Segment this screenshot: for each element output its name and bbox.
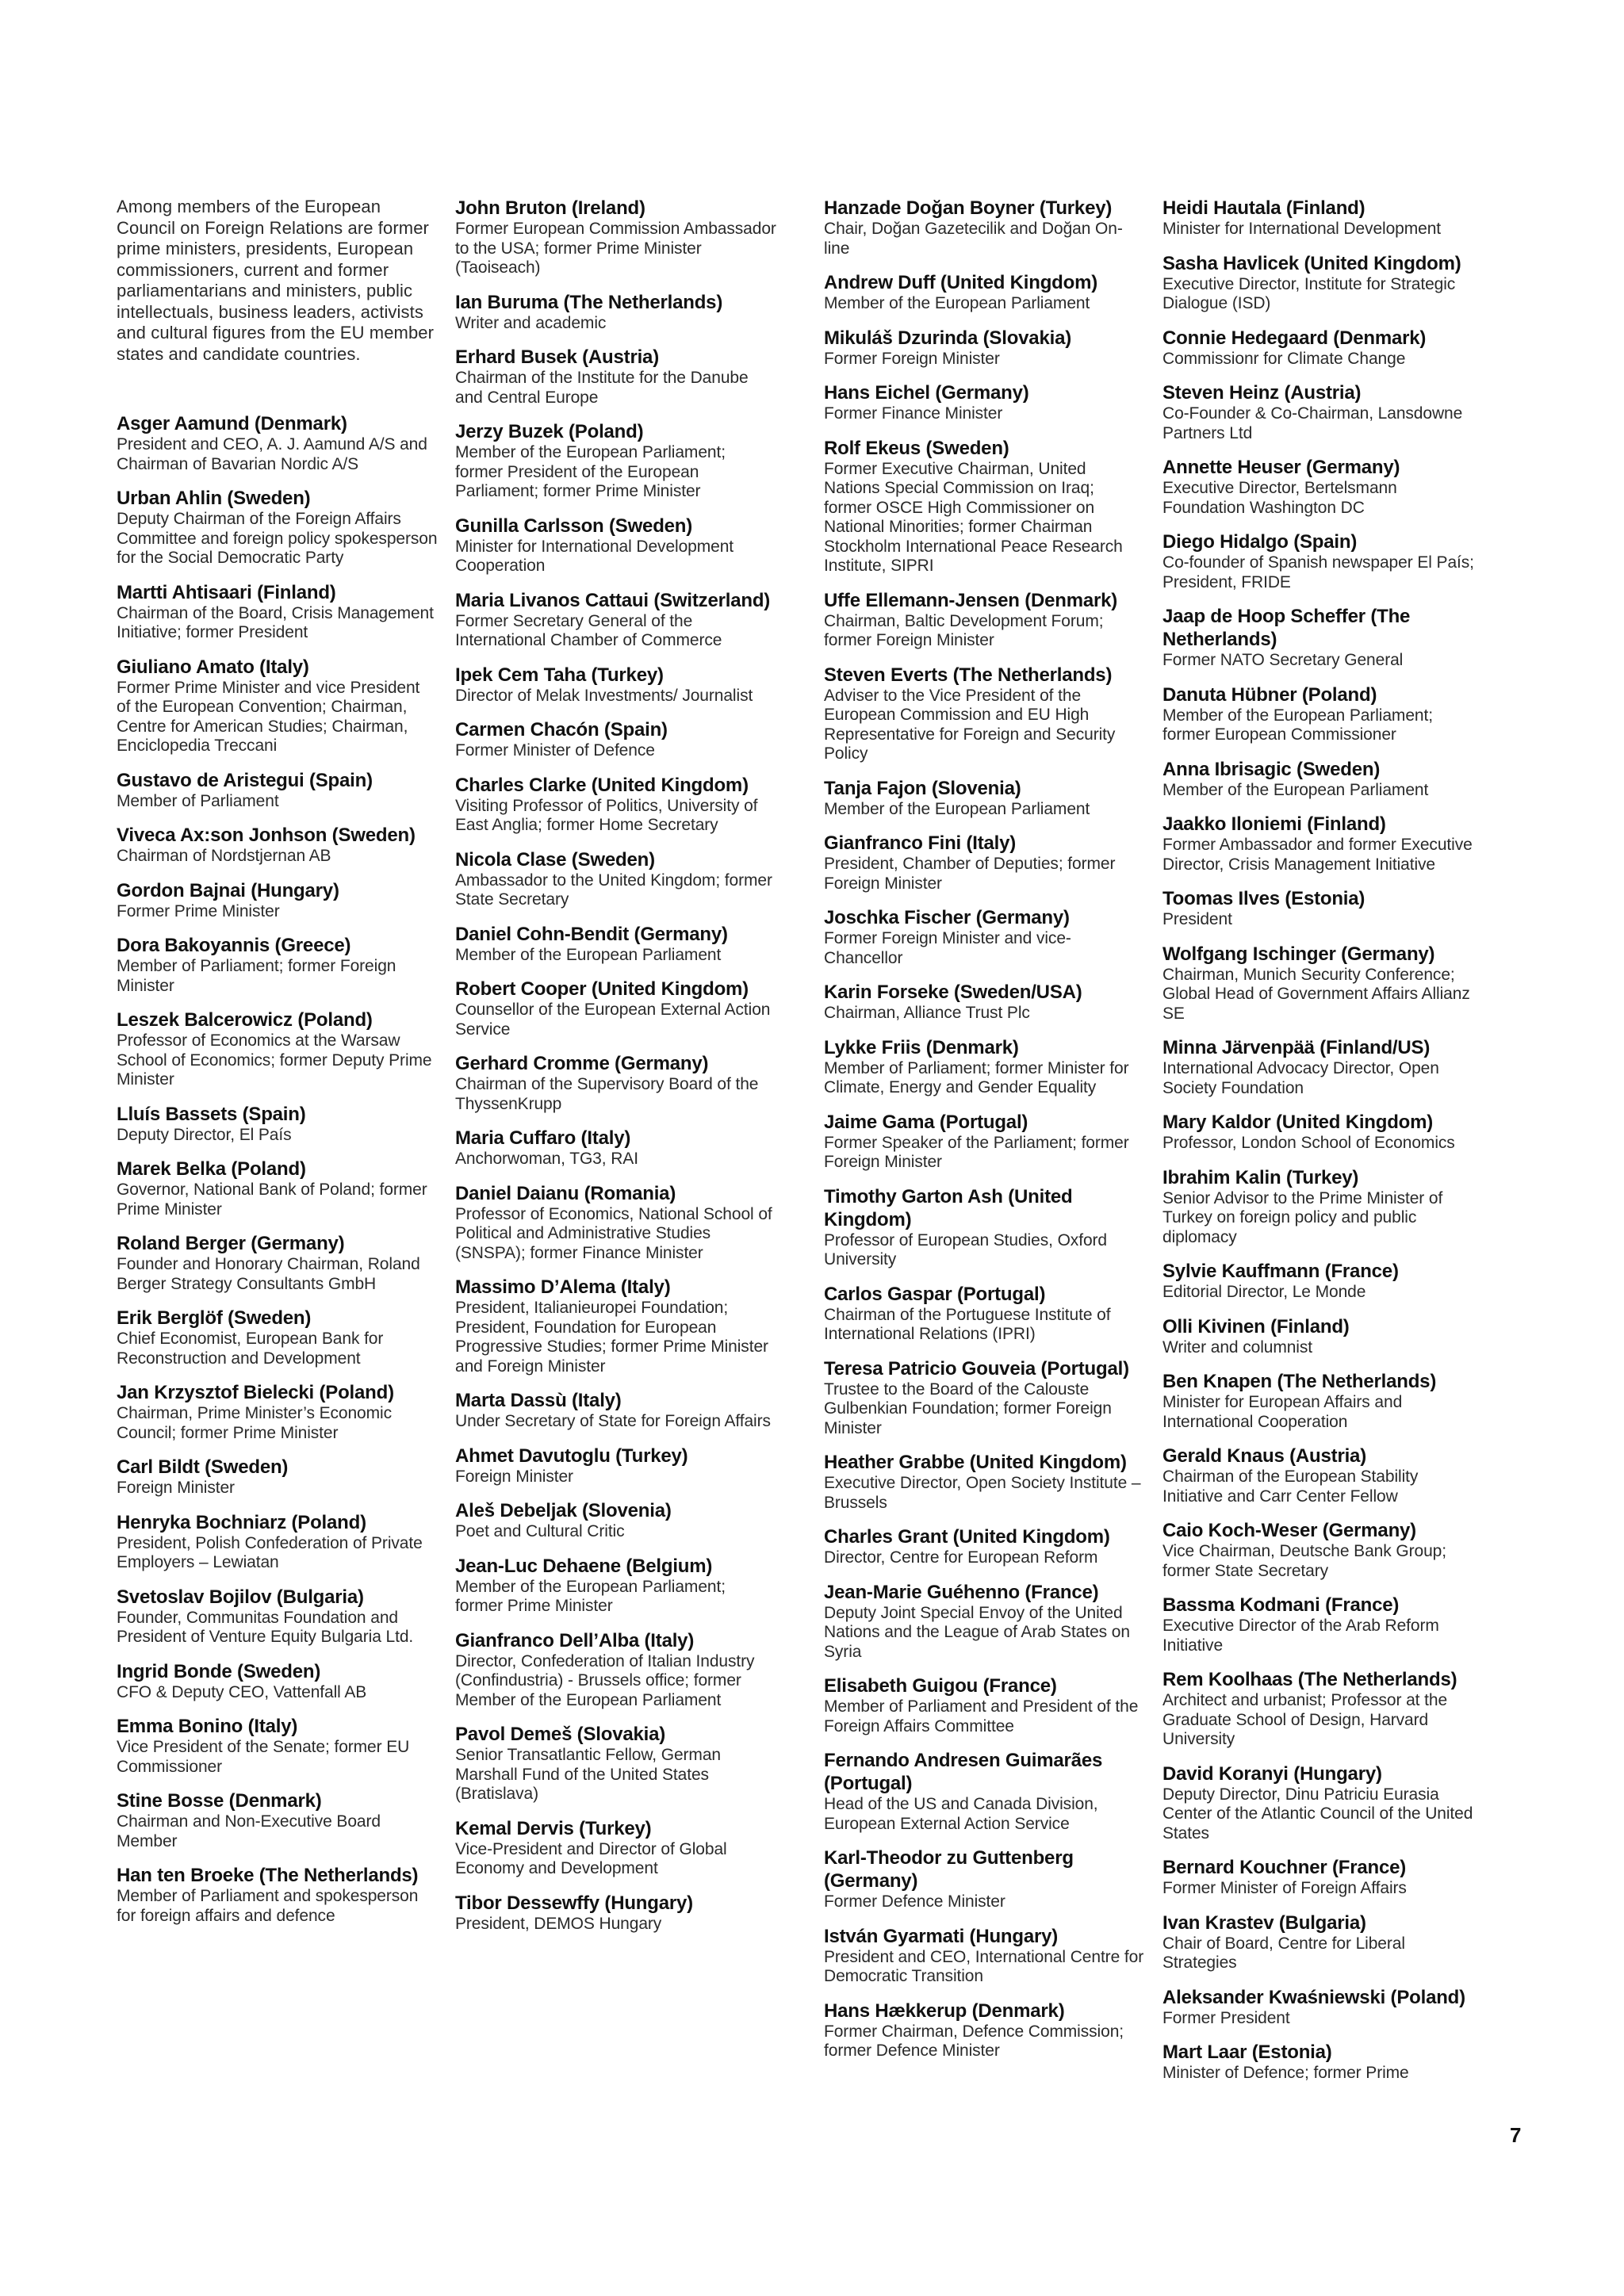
member-role: Member of the European Parliament [1162,780,1429,799]
member-name: Tanja Fajon (Slovenia) [824,777,1021,799]
member-entry [455,1445,776,1487]
member-name: Martti Ahtisaari (Finland) [117,581,336,603]
member-role: Former Foreign Minister [824,349,1000,368]
member-entry [455,1723,776,1804]
member-name: Lluís Bassets (Spain) [117,1103,306,1125]
member-name: Hans Hækkerup (Denmark) [824,1999,1065,2022]
member-name: Joschka Fischer (Germany) [824,907,1070,928]
member-entry [824,1111,1145,1173]
member-name: Ben Knapen (The Netherlands) [1162,1371,1437,1392]
member-role: Minister of Defence; former Prime [1162,2064,1409,2082]
member-entry [455,1276,776,1376]
member-entry [117,1232,438,1294]
member-entry [824,832,1145,894]
member-entry [824,1525,1145,1568]
member-name: Kemal Dervis (Turkey) [455,1817,652,1839]
member-entry [1162,1911,1480,1973]
member-role: Former Prime Minister [117,901,280,920]
member-entry [117,487,438,568]
member-role: Professor of Economics at the Warsaw School of Economics; former Deputy Prime Minister [117,1031,432,1089]
member-list [1162,197,1480,2084]
member-role: Former Defence Minister [824,1892,1005,1911]
member-entry [117,1307,438,1368]
member-name: Jerzy Buzek (Poland) [455,421,644,442]
member-name: Fernando Andresen Guimarães (Portugal) [824,1750,1103,1794]
member-role: Member of Parliament; former Minister for Climate, Energy and Gender Equality [824,1058,1129,1096]
member-entry [1162,1519,1480,1581]
member-role: President [1162,910,1232,928]
member-role: Founder and Honorary Chairman, Roland Berger Strategy Consultants GmbH [117,1255,420,1293]
member-role: Senior Advisor to the Prime Minister of Turkey on foreign policy and public diplomacy [1162,1188,1443,1246]
member-name: Diego Hidalgo (Spain) [1162,531,1358,553]
member-name: Lykke Friis (Denmark) [824,1036,1019,1058]
member-entry [117,1660,438,1703]
member-entry [1162,605,1480,671]
member-role: President, DEMOS Hungary [455,1914,662,1933]
member-entry [117,1511,438,1573]
member-entry [117,1789,438,1851]
member-role: Deputy Director, El País [117,1125,292,1144]
member-name: Danuta Hübner (Poland) [1162,683,1377,706]
member-name: Henryka Bochniarz (Poland) [117,1511,366,1533]
member-entry [1162,1370,1480,1432]
member-entry [455,1817,776,1879]
member-name: Asger Aamund (Denmark) [117,413,347,434]
member-name: Mikuláš Dzurinda (Slovakia) [824,327,1072,349]
member-name: Urban Ahlin (Sweden) [117,488,311,509]
member-role: Chairman, Alliance Trust Plc [824,1004,1030,1022]
member-name: Marek Belka (Poland) [117,1158,306,1180]
member-entry [1162,1986,1480,2029]
member-role: Former Prime Minister and vice President of the European Convention; Chairman, Centre for American Studies; Chairman, Enciclopedia Treccani [117,678,420,755]
member-name: Rem Koolhaas (The Netherlands) [1162,1669,1457,1690]
member-entry [455,1499,776,1542]
member-entry [117,1864,438,1926]
member-entry [824,1283,1145,1345]
member-role: Senior Transatlantic Fellow, German Marshall Fund of the United States (Bratislava) [455,1746,721,1803]
member-name: Emma Bonino (Italy) [117,1716,298,1737]
member-role: Chairman of Nordstjernan AB [117,847,331,865]
member-role: Minister for International Development Cooperation [455,537,734,575]
member-role: Architect and urbanist; Professor at the Graduate School of Design, Harvard University [1162,1691,1448,1748]
member-entry [1162,2041,1480,2084]
member-entry [455,978,776,1039]
member-name: Gianfranco Dell’Alba (Italy) [455,1629,695,1651]
member-role: Chair of Board, Centre for Liberal Strategies [1162,1934,1405,1972]
member-name: Gustavo de Aristegui (Spain) [117,769,373,791]
member-name: Gianfranco Fini (Italy) [824,832,1017,854]
member-entry [117,656,438,756]
member-entry [1162,683,1480,745]
member-role: CFO & Deputy CEO, Vattenfall AB [117,1682,367,1701]
member-entry [455,718,776,761]
member-entry [1162,327,1480,369]
member-name: Bassma Kodmani (France) [1162,1594,1400,1616]
member-role: Former Finance Minister [824,404,1003,423]
member-role: Minister for International Development [1162,220,1442,238]
column-3 [824,197,1145,2074]
member-entry [455,1389,776,1432]
member-role: Chairman and Non-Executive Board Member [117,1812,381,1850]
member-name: Leszek Balcerowicz (Poland) [117,1009,373,1031]
member-role: Founder, Communitas Foundation and President of Venture Equity Bulgaria Ltd. [117,1608,414,1646]
member-entry [455,923,776,966]
member-role: Member of the European Parliament [824,294,1090,312]
member-role: Foreign Minister [455,1467,573,1486]
member-role: Member of the European Parliament [455,945,722,964]
member-role: Member of the European Parliament; former President of the European Parliament; former Prime Minister [455,443,726,500]
member-entry [1162,1260,1480,1303]
member-entry [455,664,776,706]
member-role: President and CEO, A. J. Aamund A/S and Chairman of Bavarian Nordic A/S [117,435,427,473]
column-4 [1162,197,1480,2096]
member-entry [117,1456,438,1498]
member-entry [824,1674,1145,1736]
member-name: Sasha Havlicek (United Kingdom) [1162,252,1461,274]
member-role: Anchorwoman, TG3, RAI [455,1150,638,1168]
member-role: President and CEO, International Centre for Democratic Transition [824,1947,1144,1985]
member-role: Deputy Director, Dinu Patriciu Eurasia Center of the Atlantic Council of the United States [1162,1785,1473,1843]
member-entry [455,1555,776,1617]
member-name: Jaakko Iloniemi (Finland) [1162,813,1386,835]
member-name: Daniel Daianu (Romania) [455,1182,676,1204]
member-role: President, Italianieuropei Foundation; President, Foundation for European Progressive Studies; former Prime Minister and Foreign Minister [455,1299,768,1376]
member-name: Heather Grabbe (United Kingdom) [824,1452,1127,1473]
member-entry [824,981,1145,1024]
member-name: Wolfgang Ischinger (Germany) [1162,943,1435,965]
member-role: Director, Confederation of Italian Industry (Confindustria) - Brussels office; former Member of the European Parliament [455,1651,755,1709]
member-name: Ahmet Davutoglu (Turkey) [455,1445,688,1467]
member-name: Jean-Luc Dehaene (Belgium) [455,1555,713,1577]
member-role: Former Minister of Defence [455,741,655,760]
member-name: Maria Cuffaro (Italy) [455,1127,631,1149]
member-entry [1162,456,1480,518]
member-entry [824,1999,1145,2061]
member-entry [824,1925,1145,1987]
member-entry [117,769,438,812]
member-entry [824,1357,1145,1439]
member-name: Robert Cooper (United Kingdom) [455,978,749,1000]
member-role: President, Polish Confederation of Private Employers – Lewiatan [117,1533,423,1571]
member-name: Carmen Chacón (Spain) [455,719,668,740]
member-entry [455,1182,776,1264]
member-entry [824,381,1145,424]
member-role: Executive Director, Institute for Strategic Dialogue (ISD) [1162,274,1456,312]
member-entry [1162,1762,1480,1844]
member-name: Steven Everts (The Netherlands) [824,664,1113,686]
member-role: Minister for European Affairs and International Cooperation [1162,1393,1403,1431]
member-name: Aleksander Kwaśniewski (Poland) [1162,1986,1465,2008]
member-name: Gerhard Cromme (Germany) [455,1053,709,1074]
member-name: Dora Bakoyannis (Greece) [117,935,351,956]
member-name: Pavol Demeš (Slovakia) [455,1724,666,1745]
member-name: Teresa Patricio Gouveia (Portugal) [824,1357,1129,1380]
member-entry [455,515,776,576]
member-role: Chairman of the Board, Crisis Management Initiative; former President [117,603,434,641]
member-name: Anna Ibrisagic (Sweden) [1162,758,1381,780]
member-entry [824,1451,1145,1513]
column-1 [117,197,438,1938]
member-name: Rolf Ekeus (Sweden) [824,437,1009,459]
member-role: Co-Founder & Co-Chairman, Lansdowne Partners Ltd [1162,404,1463,442]
member-entry [824,589,1145,651]
member-role: Member of the European Parliament; former Prime Minister [455,1577,726,1615]
member-entry [455,589,776,651]
member-role: International Advocacy Director, Open Society Foundation [1162,1059,1439,1097]
member-role: Poet and Cultural Critic [455,1522,625,1540]
member-name: Carl Bildt (Sweden) [117,1456,289,1478]
member-role: President, Chamber of Deputies; former Foreign Minister [824,855,1116,893]
member-entry [117,1715,438,1777]
member-entry [1162,381,1480,443]
member-entry [1162,1111,1480,1154]
member-role: Director of Melak Investments/ Journalist [455,686,753,705]
member-name: Tibor Dessewffy (Hungary) [455,1892,693,1914]
member-name: Ian Buruma (The Netherlands) [455,291,723,313]
member-name: David Koranyi (Hungary) [1162,1762,1382,1785]
member-entry [455,1892,776,1934]
member-role: Writer and columnist [1162,1337,1313,1357]
member-entry [455,1127,776,1169]
member-name: Mart Laar (Estonia) [1162,2042,1332,2063]
member-role: Chairman, Baltic Development Forum; former Foreign Minister [824,611,1104,649]
member-name: István Gyarmati (Hungary) [824,1925,1059,1947]
member-role: Governor, National Bank of Poland; former Prime Minister [117,1181,427,1219]
member-role: Deputy Chairman of the Foreign Affairs Committee and foreign policy spokesperson for the Social Democratic Party [117,510,438,567]
member-role: Writer and academic [455,313,607,332]
member-entry [1162,1445,1480,1506]
member-role: Trustee to the Board of the Calouste Gulbenkian Foundation; former Foreign Minister [824,1380,1112,1437]
member-name: Gunilla Carlsson (Sweden) [455,515,693,537]
member-name: Stine Bosse (Denmark) [117,1790,322,1812]
member-role: Executive Director, Bertelsmann Foundation Washington DC [1162,479,1397,517]
member-role: Former Speaker of the Parliament; former Foreign Minister [824,1133,1129,1171]
member-role: Vice President of the Senate; former EU Commissioner [117,1738,410,1776]
member-role: Executive Director, Open Society Institute – Brussels [824,1474,1141,1512]
member-name: Nicola Clase (Sweden) [455,848,655,871]
column-2 [455,197,776,1946]
member-role: Chairman, Munich Security Conference; Global Head of Government Affairs Allianz SE [1162,965,1470,1023]
member-entry [824,1846,1145,1912]
member-role: Editorial Director, Le Monde [1162,1283,1366,1301]
member-role: Member of the European Parliament [824,799,1090,818]
member-list [455,197,776,1934]
member-name: Jean-Marie Guéhenno (France) [824,1581,1099,1603]
member-entry [1162,758,1480,801]
member-name: Minna Järvenpää (Finland/US) [1162,1037,1431,1058]
member-role: Former Secretary General of the International Chamber of Commerce [455,611,722,649]
member-entry [1162,887,1480,930]
member-entry [117,934,438,996]
member-name: Heidi Hautala (Finland) [1162,197,1365,219]
member-name: Connie Hedegaard (Denmark) [1162,327,1427,349]
intro-text: Among members of the European Council on Foreign Relations are former prime ministers, presidents, European commissioners, current and former parliamentarians and ministers, public intellectuals, business leaders, activists and cultural figures from the EU member states and candidate countries. [117,197,435,364]
member-name: Ingrid Bonde (Sweden) [117,1660,321,1682]
member-entry [1162,1166,1480,1248]
member-entry [455,848,776,910]
member-name: Elisabeth Guigou (France) [824,1675,1057,1697]
member-role: Co-founder of Spanish newspaper El País; President, FRIDE [1162,553,1474,591]
member-entry [117,412,438,474]
member-role: Professor of European Studies, Oxford University [824,1230,1107,1269]
member-entry [1162,530,1480,592]
member-name: Viveca Ax:son Jonhson (Sweden) [117,825,416,846]
member-entry [824,1581,1145,1663]
member-entry [117,581,438,643]
member-entry [1162,197,1480,239]
member-name: Giuliano Amato (Italy) [117,656,309,678]
member-entry [1162,943,1480,1024]
member-role: Ambassador to the United Kingdom; former State Secretary [455,871,772,909]
member-name: Ipek Cem Taha (Turkey) [455,664,664,686]
member-name: Jan Krzysztof Bielecki (Poland) [117,1382,394,1403]
member-name: Karl-Theodor zu Guttenberg (Germany) [824,1847,1074,1892]
member-name: Maria Livanos Cattaui (Switzerland) [455,589,771,611]
member-entry [824,327,1145,369]
member-name: Toomas Ilves (Estonia) [1162,888,1365,909]
member-name: Uffe Ellemann-Jensen (Denmark) [824,589,1118,611]
member-entry [117,1158,438,1219]
member-name: Timothy Garton Ash (United Kingdom) [824,1185,1073,1230]
member-name: Bernard Kouchner (France) [1162,1857,1407,1878]
member-name: Gordon Bajnai (Hungary) [117,879,339,901]
member-name: Charles Clarke (United Kingdom) [455,774,749,796]
member-role: Former Ambassador and former Executive Director, Crisis Management Initiative [1162,836,1473,874]
member-role: Foreign Minister [117,1479,235,1497]
member-role: Member of Parliament and spokesperson for foreign affairs and defence [117,1887,419,1925]
member-name: Karin Forseke (Sweden/USA) [824,982,1082,1003]
member-role: Visiting Professor of Politics, University of East Anglia; former Home Secretary [455,796,758,834]
member-name: Hans Eichel (Germany) [824,382,1029,404]
member-role: Chief Economist, European Bank for Reconstruction and Development [117,1330,384,1368]
member-name: Andrew Duff (United Kingdom) [824,272,1098,293]
member-role: Former Chairman, Defence Commission; former Defence Minister [824,2022,1124,2060]
member-entry [824,1036,1145,1098]
member-role: Member of Parliament; former Foreign Minister [117,957,396,995]
member-entry [455,346,776,408]
member-entry [824,1749,1145,1834]
member-name: Charles Grant (United Kingdom) [824,1526,1110,1548]
member-role: Chairman of the Supervisory Board of the ThyssenKrupp [455,1075,759,1113]
member-entry [455,291,776,334]
member-name: Steven Heinz (Austria) [1162,382,1362,404]
member-role: Under Secretary of State for Foreign Affairs [455,1412,771,1430]
member-entry [117,1008,438,1090]
member-role: Chairman of the Institute for the Danube and Central Europe [455,369,749,407]
member-name: Daniel Cohn-Bendit (Germany) [455,923,728,945]
member-entry [824,664,1145,764]
member-role: Deputy Joint Special Envoy of the United Nations and the League of Arab States on Syria [824,1603,1130,1661]
member-role: Chairman, Prime Minister’s Economic Council; former Prime Minister [117,1404,392,1442]
member-entry [1162,1856,1480,1899]
member-role: Counsellor of the European External Action Service [455,1001,771,1039]
member-name: Roland Berger (Germany) [117,1233,345,1254]
member-role: Commissionr for Climate Change [1162,349,1406,368]
member-entry [824,906,1145,968]
member-name: Hanzade Doğan Boyner (Turkey) [824,197,1113,219]
member-role: Member of the European Parliament; former European Commissioner [1162,706,1433,744]
member-name: Massimo D’Alema (Italy) [455,1276,671,1298]
member-role: Director, Centre for European Reform [824,1548,1098,1567]
member-role: Executive Director of the Arab Reform Initiative [1162,1617,1439,1655]
member-role: Adviser to the Vice President of the European Commission and EU High Representative for Foreign and Security Policy [824,686,1116,763]
member-name: Olli Kivinen (Finland) [1162,1315,1350,1337]
member-entry [824,1185,1145,1270]
member-name: Erhard Busek (Austria) [455,346,659,368]
member-name: Erik Berglöf (Sweden) [117,1307,312,1329]
member-name: Jaime Gama (Portugal) [824,1111,1028,1133]
member-role: Member of Parliament [117,791,279,810]
member-entry [1162,1036,1480,1098]
member-role: Former President [1162,2008,1290,2027]
member-name: Jaap de Hoop Scheffer (The Netherlands) [1162,606,1411,650]
member-name: Annette Heuser (Germany) [1162,457,1400,478]
member-entry [824,437,1145,576]
member-role: Vice Chairman, Deutsche Bank Group; former State Secretary [1162,1542,1446,1580]
member-role: Former European Commission Ambassador to the USA; former Prime Minister (Taoiseach) [455,220,776,277]
member-role: Former Foreign Minister and vice-Chancellor [824,929,1071,967]
member-entry [1162,1315,1480,1358]
member-name: Han ten Broeke (The Netherlands) [117,1865,419,1886]
member-entry [455,1052,776,1114]
member-name: Caio Koch-Weser (Germany) [1162,1520,1416,1541]
member-name: Ibrahim Kalin (Turkey) [1162,1166,1359,1188]
member-name: Mary Kaldor (United Kingdom) [1162,1112,1434,1133]
member-role: Former Executive Chairman, United Nations Special Commission on Iraq; former OSCE High Commissioner on National Minorities; former Chairman Stockholm International Peace Research Institute, SIPRI [824,459,1123,575]
member-entry [455,1629,776,1711]
member-list [824,197,1145,2061]
member-role: Member of Parliament and President of the Foreign Affairs Committee [824,1697,1139,1735]
member-role: Professor of Economics, National School of Political and Administrative Studies (SNSPA); former Finance Minister [455,1204,772,1262]
member-role: Professor, London School of Economics [1162,1134,1455,1152]
member-name: Sylvie Kauffmann (France) [1162,1261,1399,1282]
member-entry [455,197,776,278]
member-entry [1162,252,1480,314]
member-role: Chairman of the European Stability Initiative and Carr Center Fellow [1162,1468,1419,1506]
member-entry [117,1381,438,1443]
member-entry [455,774,776,836]
member-name: Ivan Krastev (Bulgaria) [1162,1911,1366,1934]
member-entry [824,271,1145,314]
member-name: Carlos Gaspar (Portugal) [824,1283,1046,1305]
member-entry [117,1586,438,1647]
member-name: John Bruton (Ireland) [455,197,645,219]
member-name: Marta Dassù (Italy) [455,1390,622,1411]
member-name: Aleš Debeljak (Slovenia) [455,1500,672,1521]
member-role: Former NATO Secretary General [1162,651,1404,669]
member-role: Head of the US and Canada Division, European External Action Service [824,1795,1098,1833]
member-entry [1162,1594,1480,1655]
member-entry [824,777,1145,820]
member-role: Chairman of the Portuguese Institute of International Relations (IPRI) [824,1305,1111,1343]
member-entry [455,420,776,502]
member-role: Vice-President and Director of Global Economy and Development [455,1839,727,1877]
member-entry [1162,1668,1480,1750]
member-role: Former Minister of Foreign Affairs [1162,1879,1407,1897]
member-entry [117,824,438,867]
member-entry [117,879,438,922]
member-entry [117,1103,438,1146]
page-number: 7 [1510,2123,1522,2147]
member-role: Chair, Doğan Gazetecilik and Doğan On-line [824,220,1123,258]
member-entry [1162,813,1480,874]
member-name: Gerald Knaus (Austria) [1162,1445,1366,1467]
member-name: Svetoslav Bojilov (Bulgaria) [117,1586,364,1608]
member-entry [824,197,1145,258]
member-list [117,412,438,1926]
